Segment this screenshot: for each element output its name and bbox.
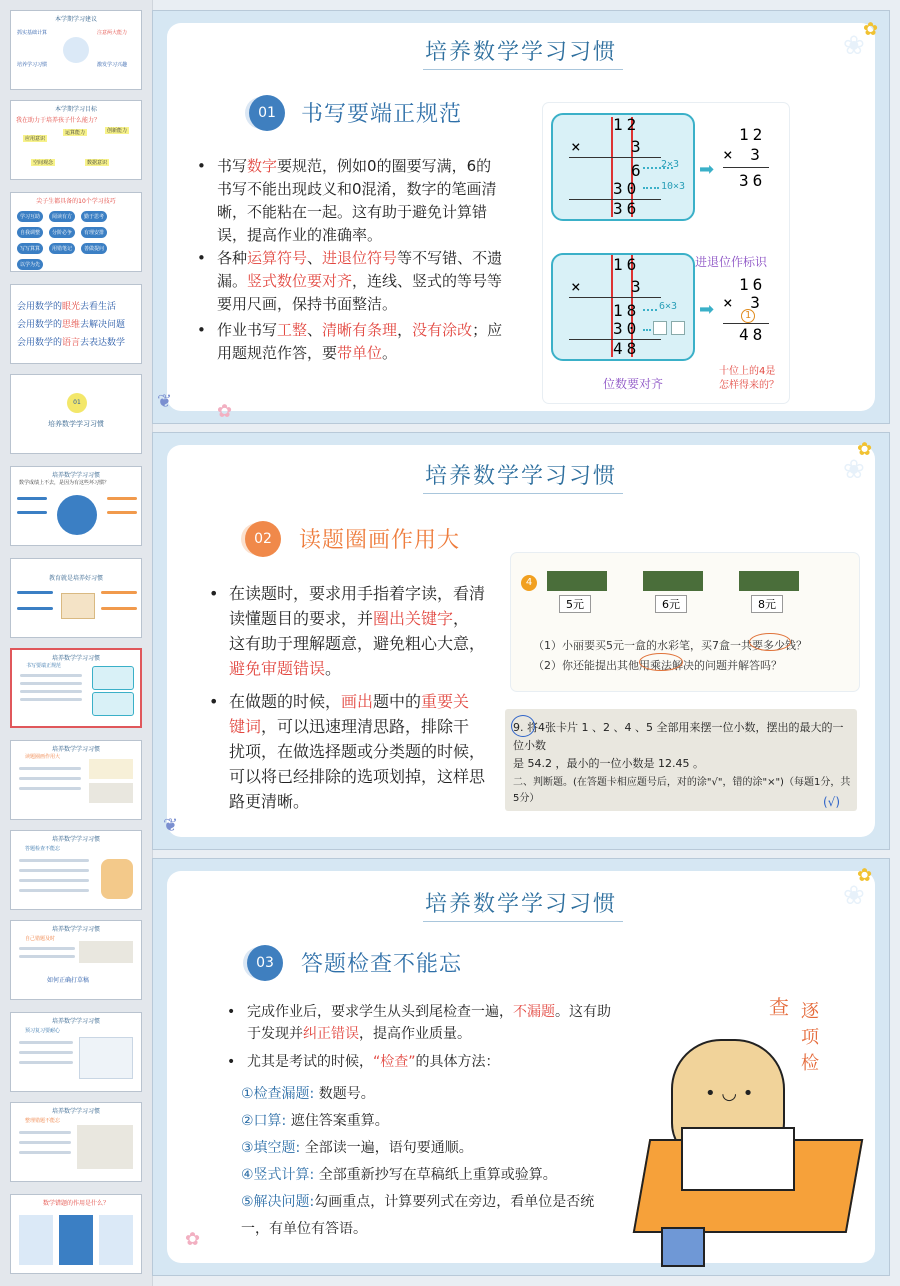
thumb-placeholder-line [17, 607, 53, 610]
bullet-text [229, 692, 485, 811]
vertical-text: 检 [801, 1053, 819, 1074]
check-step-value: 勾画重点，计算要列式在旁边，看单位是否统一，有单位有答语。 [241, 1194, 595, 1237]
math-rule [723, 323, 769, 324]
bullet-item [197, 247, 505, 316]
thumb-caption: 数学成绩上不去，是因为有这些坏习惯？ [19, 480, 110, 486]
math-number: × 3 [723, 145, 764, 164]
bullet-segment: 的具体方法： [415, 1054, 500, 1070]
slide-thumbnail-1[interactable] [10, 10, 142, 90]
thumb-math-box [92, 666, 134, 690]
flower-decoration-icon: ✿ [217, 401, 233, 422]
vertical-multiplication-illustration [543, 103, 789, 403]
highlight-text: 避免审题错误 [229, 659, 326, 678]
thumb-placeholder-line [17, 591, 53, 594]
thumb-title: 培养数学学习习惯 [48, 420, 104, 428]
leaf-decoration-icon: ❦ [157, 391, 173, 412]
thumb-ability: 应用意识 [25, 136, 46, 142]
thumb-bubble: 抓实基础计算 [17, 30, 48, 36]
thumb-heading: 自己错题及时 [25, 936, 56, 942]
thumb-bubble: 激发学习兴趣 [97, 62, 128, 68]
thumb-keyword: 语言 [62, 338, 81, 348]
thumb-title: 本学期学习建议 [54, 16, 97, 23]
thumb-skill-chip: 学习互助 [17, 211, 43, 222]
math-number: 36 [613, 199, 641, 218]
title-underline [423, 493, 623, 494]
bullet-item [209, 581, 486, 681]
problem-number: 4 [521, 575, 537, 591]
dotted-connector [643, 329, 651, 331]
section-heading: 读题圈画作用大 [299, 528, 461, 553]
title-underline [423, 69, 623, 70]
slide-thumbnail-7[interactable] [10, 558, 142, 638]
thumb-line-2: 会用数学的思维去解决问题 [17, 320, 126, 330]
thumb-heading: 答题检查不能忘 [25, 846, 61, 852]
exam-line-1: 9. 将4张卡片 1 、2 、4 、5 全部用来摆一位小数，摆出的最大的一位小数 [513, 721, 844, 752]
bullet-segment: 、 [307, 321, 323, 339]
math-operator: × [571, 277, 581, 296]
vertical-text: 项 [801, 1027, 819, 1048]
thumb-placeholder-line [107, 497, 137, 500]
math-number: 36 [739, 171, 767, 190]
bullet-segment: 。 [325, 659, 342, 678]
flower-decoration-icon: ❀ [843, 881, 865, 911]
thumb-title: 培养数学学习习惯 [51, 1108, 100, 1115]
slide-thumbnail-panel [0, 0, 153, 1286]
bullet-segment: 题中的 [373, 692, 422, 711]
bullet-dot: • [209, 692, 219, 711]
slide-title: 培养数学学习习惯 [424, 464, 617, 489]
thumb-title: 培养数学学习习惯 [51, 1018, 100, 1025]
bullet-segment: 尤其是考试的时候， [247, 1054, 373, 1070]
thumb-placeholder-line [101, 607, 137, 610]
highlight-text: 进退位符号 [322, 249, 398, 267]
math-rule [723, 167, 769, 168]
circled-question-number [511, 715, 535, 737]
check-step-value: 全部读一遍，语句要通顺。 [300, 1140, 473, 1156]
bullet-segment: ，连线、竖式的等号等要用尺画，保持书面整洁。 [217, 272, 503, 313]
highlight-text: “检查” [373, 1054, 416, 1070]
thumb-heading: 整理错题不能忘 [25, 1118, 61, 1124]
thumb-caption: 如何正确打草稿 [47, 977, 90, 984]
thumb-title: 培养数学学习习惯 [51, 655, 100, 662]
math-number: 30 [613, 179, 641, 198]
highlight-text: 清晰有条理 [322, 321, 398, 339]
question-label: 十位上的4是怎样得来的？ [719, 366, 779, 391]
thumb-placeholder-line [19, 1151, 71, 1154]
thumb-ability: 空间观念 [33, 160, 54, 166]
thumb-placeholder-line [17, 497, 47, 500]
check-steps-list [241, 1081, 611, 1243]
thumb-placeholder-line [20, 682, 82, 685]
check-step [241, 1135, 611, 1162]
bullet-segment: 完成作业后，要求学生从头到尾检查一遍， [247, 1004, 513, 1020]
thumb-image [79, 941, 133, 963]
blank-box [671, 321, 685, 335]
bullet-dot: • [227, 1004, 236, 1020]
carry-label: 进退位作标识 [695, 255, 768, 269]
thumb-bubble: 注意两大能力 [97, 30, 128, 36]
thumb-placeholder-line [19, 859, 89, 862]
thumb-placeholder-line [19, 1131, 71, 1134]
check-step [241, 1162, 611, 1189]
thumb-ability: 运算能力 [65, 130, 86, 136]
math-number: 48 [613, 339, 641, 358]
thumb-dog-illustration [101, 859, 133, 899]
thumb-placeholder-line [19, 777, 81, 780]
highlight-text: 不漏题 [513, 1004, 555, 1020]
flower-decoration-icon: ✿ [857, 865, 873, 886]
thumb-image [89, 783, 133, 803]
thumb-math-box [92, 692, 134, 716]
thumb-heading: 书写要端正规范 [26, 663, 62, 669]
thumb-illustration [63, 37, 89, 63]
slide-title: 培养数学学习习惯 [424, 892, 617, 917]
check-step-value: 全部重新抄写在草稿纸上重算或验算。 [314, 1167, 557, 1183]
thumb-placeholder-line [19, 1141, 71, 1144]
check-step-value: 数题号。 [314, 1086, 375, 1102]
thumb-keyword: 思维 [62, 320, 81, 330]
thumb-keyword: 眼光 [62, 302, 81, 312]
thumb-placeholder-line [20, 674, 82, 677]
thumb-ability: 创新能力 [107, 128, 128, 134]
highlight-text: 工整 [277, 321, 308, 339]
bullet-segment: 等不写错、不遗漏。 [217, 249, 503, 290]
thumb-title: 培养数学学习习惯 [51, 472, 100, 479]
slide-1 [152, 10, 890, 424]
section-number-badge: 02 [245, 521, 281, 557]
slide-3 [152, 858, 890, 1276]
title-underline [423, 921, 623, 922]
thumb-placeholder-line [19, 767, 81, 770]
bullet-text [217, 157, 497, 244]
highlight-text: 画出 [341, 692, 374, 711]
check-step [241, 1081, 611, 1108]
bullet-segment: 要规范，例如0的圈要写满，6的书写不能出现歧义和0混淆，数字的笔画清晰，不能粘在一起。这有助于避免计算错误，提高作业的准确率。 [217, 157, 497, 244]
thumb-skill-chip: 善做提问 [81, 243, 107, 254]
dog-checking-illustration [631, 999, 879, 1267]
thumb-illustration [57, 495, 97, 535]
dotted-connector [643, 309, 657, 311]
slide-thumbnail-11[interactable] [10, 920, 142, 1000]
bullet-dot: • [197, 249, 206, 267]
thumb-skill-chip: 以学为先 [17, 259, 43, 270]
thumb-ability: 数据意识 [87, 160, 108, 166]
thumb-book-illustration [61, 593, 95, 619]
bullet-dot: • [197, 321, 206, 339]
bullet-segment: ；应用题规范作答，要 [217, 321, 503, 362]
thumb-skill-chip: 阅读有方 [49, 211, 75, 222]
highlight-text: 带单位 [337, 344, 383, 362]
highlight-text: 运算符号 [247, 249, 308, 267]
section-number-badge: 01 [249, 95, 285, 131]
open-book [681, 1127, 795, 1191]
thumb-placeholder-line [20, 698, 82, 701]
bullet-segment: 。这有助于发现并 [247, 1004, 611, 1042]
flower-decoration-icon: ✿ [857, 439, 873, 460]
thumb-heading: 读题圈画作用大 [25, 754, 61, 760]
carry-mark: 1 [741, 309, 755, 323]
slide-thumbnail-9[interactable] [10, 740, 142, 820]
thumb-heading: 预习复习要耐心 [25, 1028, 61, 1034]
blank-box [653, 321, 667, 335]
math-rule [569, 157, 661, 158]
thumb-title: 教育就是培养好习惯 [48, 575, 103, 582]
bullet-item [197, 319, 505, 365]
check-step [241, 1189, 611, 1243]
bullet-item [197, 155, 505, 247]
highlight-text: 重要关键词 [229, 692, 470, 736]
check-step-key: ①检查漏题: [241, 1086, 315, 1102]
thumb-placeholder-line [19, 787, 81, 790]
thumb-image [89, 759, 133, 779]
check-step-value: 遮住答案重算。 [286, 1113, 389, 1129]
circled-keyword [749, 633, 791, 651]
thumb-bubble: 培养学习习惯 [17, 62, 48, 68]
thumb-title: 尖子生都具备的10个学习技巧 [36, 198, 116, 205]
bullet-text [217, 249, 502, 313]
bullet-segment: ，提高作业质量。 [359, 1026, 471, 1042]
thumb-line-1: 会用数学的眼光去看生活 [17, 302, 117, 312]
thumb-placeholder-line [19, 869, 89, 872]
bullet-segment: 作业书写 [217, 321, 278, 339]
check-step [241, 1108, 611, 1135]
dog-face: • ◡ • [705, 1083, 754, 1104]
marker-box-icon [739, 571, 799, 591]
thumb-line-3: 会用数学的语言去表达数学 [17, 338, 126, 348]
math-number: 48 [739, 325, 767, 344]
thumb-skill-chip: 分阶必争 [49, 227, 75, 238]
math-number: 3 [631, 137, 641, 156]
marker-box-icon [547, 571, 607, 591]
check-step-key: ③填空题: [241, 1140, 301, 1156]
thumb-diagram [79, 1037, 133, 1079]
thumb-placeholder-line [19, 1061, 73, 1064]
slide-thumbnail-12[interactable] [10, 1012, 142, 1092]
thumb-skill-grid [17, 211, 137, 270]
thumb-placeholder-line [19, 889, 89, 892]
bullet-text [247, 1054, 500, 1070]
highlight-text: 数字 [247, 157, 278, 175]
math-hint: 10×3 [661, 181, 686, 192]
bullet-text [229, 584, 485, 678]
math-number: 18 [613, 301, 641, 320]
check-step-key: ④竖式计算: [241, 1167, 315, 1183]
thumb-placeholder-line [19, 1041, 73, 1044]
bullet-dot: • [197, 157, 206, 175]
slide-thumbnail-10[interactable] [10, 830, 142, 910]
thumb-title: 培养数学学习习惯 [51, 836, 100, 843]
thumb-skill-chip: 有理安排 [81, 227, 107, 238]
bullet-segment: 、 [307, 249, 323, 267]
thumb-title: 本学期学习目标 [54, 106, 97, 113]
price-tag: 6元 [655, 595, 687, 613]
leaf-decoration-icon: ❦ [163, 815, 179, 836]
circled-keyword [639, 653, 683, 671]
thumb-placeholder-line [17, 511, 47, 514]
slide-thumbnail-2[interactable] [10, 100, 142, 180]
slide-thumbnail-3[interactable] [10, 192, 142, 272]
check-step-key: ⑤解决问题: [241, 1194, 315, 1210]
dotted-connector [643, 187, 659, 189]
bullet-text [217, 321, 502, 362]
math-operator: × [571, 137, 581, 156]
exam-line-2: 是 54.2 ，最小的一位小数是 12.45 。 [513, 757, 704, 770]
flower-decoration-icon: ❀ [843, 31, 865, 61]
thumb-question: 我在助力于培养孩子什么能力？ [16, 117, 101, 124]
slide-thumbnail-6[interactable] [10, 466, 142, 546]
thumb-title: 培养数学学习习惯 [51, 926, 100, 933]
slide-thumbnail-14[interactable] [10, 1194, 142, 1274]
thumb-skill-chip: 勤于思考 [81, 211, 107, 222]
math-number: × 3 [723, 293, 764, 312]
flower-decoration-icon: ✿ [863, 19, 879, 40]
slide-thumbnail-13[interactable] [10, 1102, 142, 1182]
math-hint: 2×3 [661, 159, 680, 170]
price-tag: 8元 [751, 595, 783, 613]
vertical-text: 查 [769, 995, 789, 1019]
math-number: 30 [613, 319, 641, 338]
thumb-badge: 01 [67, 393, 87, 413]
slide-thumbnail-5[interactable] [10, 374, 142, 454]
highlight-text: 圈出关键字 [373, 609, 454, 628]
thumb-image [77, 1125, 133, 1169]
math-number: 16 [613, 255, 641, 274]
bullet-segment: 。 [382, 344, 398, 362]
arrow-right-icon: ➡ [699, 299, 715, 320]
textbook-problem-image [511, 553, 859, 691]
slide-2 [152, 432, 890, 850]
math-number: 12 [613, 115, 641, 134]
price-tag: 5元 [559, 595, 591, 613]
bullet-segment: 书写 [217, 157, 248, 175]
bullet-segment: ，这有助于理解题意，避免粗心大意， [229, 609, 486, 653]
thumb-placeholder-line [19, 879, 89, 882]
highlight-text: 纠正错误 [303, 1026, 359, 1042]
vertical-text: 逐 [801, 1001, 819, 1022]
bullet-item [227, 1001, 617, 1045]
thumb-placeholder-line [107, 511, 137, 514]
checkmark-icon: (√) [823, 795, 841, 809]
thumb-skill-chip: 用错笔记 [49, 243, 75, 254]
check-step-key: ②口算: [241, 1113, 287, 1129]
thumb-title: 数学错题的作用是什么？ [42, 1200, 109, 1207]
thumb-title: 培养数学学习习惯 [51, 746, 100, 753]
thumb-placeholder-line [20, 690, 82, 693]
thumb-diagram-box [99, 1215, 133, 1265]
exam-paper-photo [505, 709, 857, 811]
bullet-dot: • [209, 584, 219, 603]
thumb-placeholder-line [19, 1051, 73, 1054]
problem-question-1: （1）小丽要买5元一盒的水彩笔，买7盒一共要多少钱？ [533, 639, 807, 652]
bullet-segment: 各种 [217, 249, 248, 267]
thumb-skill-chip: 自我调整 [17, 227, 43, 238]
bullet-text [247, 1004, 611, 1042]
bullet-dot: • [227, 1054, 236, 1070]
math-number: 12 [739, 125, 767, 144]
problem-question-2: （2）你还能提出其他用乘法解决的问题并解答吗？ [533, 659, 782, 672]
bullet-segment: 在读题时，要求用手指着字读，看清读懂题目的要求，并 [229, 584, 486, 628]
bullet-segment: ， [397, 321, 413, 339]
math-number: 16 [739, 275, 767, 294]
thumb-skill-chip: 写写算算 [17, 243, 43, 254]
thumb-placeholder-line [101, 591, 137, 594]
flower-decoration-icon: ✿ [185, 1229, 201, 1250]
marker-box-icon [643, 571, 703, 591]
highlight-text: 没有涂改 [412, 321, 473, 339]
bullet-segment: ，可以迅速理清思路，排除干扰项，在做选择题或分类题的时候，可以将已经排除的选项划掉，这样思路更清晰。 [229, 717, 486, 811]
slide-thumbnail-4[interactable] [10, 284, 142, 364]
flower-decoration-icon: ❀ [843, 455, 865, 485]
thumb-diagram-box [59, 1215, 93, 1265]
thumb-placeholder-line [19, 955, 75, 958]
slide-thumbnail-8[interactable] [10, 648, 142, 728]
exam-line-3: 二、判断题。(在答题卡相应题号后，对的涂"√"，错的涂"×")（每题1分，共5分） [513, 777, 851, 804]
section-number-badge: 03 [247, 945, 283, 981]
bullet-segment: 在做题的时候， [229, 692, 342, 711]
section-heading: 书写要端正规范 [301, 102, 463, 127]
highlight-text: 竖式数位要对齐 [247, 272, 353, 290]
arrow-right-icon: ➡ [699, 159, 715, 180]
thumb-placeholder-line [19, 947, 75, 950]
math-rule [569, 297, 661, 298]
math-number: 3 [631, 277, 641, 296]
chair [661, 1227, 705, 1267]
align-label: 位数要对齐 [603, 377, 664, 391]
thumb-diagram-box [19, 1215, 53, 1265]
bullet-item [227, 1051, 617, 1073]
bullet-item [209, 689, 486, 814]
section-heading: 答题检查不能忘 [301, 952, 463, 977]
math-hint: 6×3 [659, 301, 678, 312]
slide-title: 培养数学学习习惯 [424, 40, 617, 65]
math-number: 6 [631, 161, 641, 180]
